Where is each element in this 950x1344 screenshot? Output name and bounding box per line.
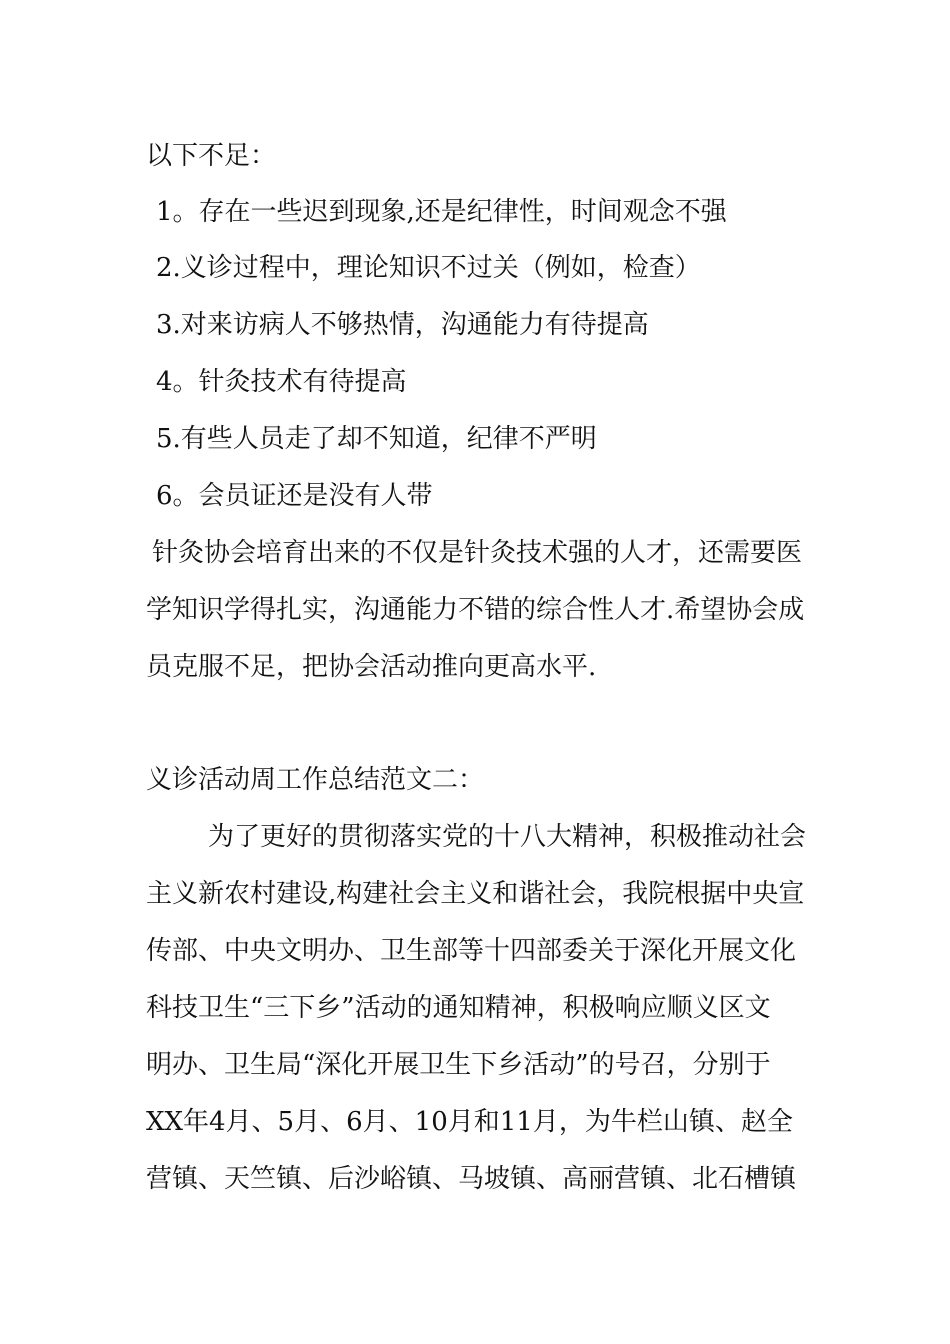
shortcoming-item-2: 2.义诊过程中，理论知识不过关（例如，检查）: [156, 253, 701, 283]
conclusion-paragraph-line-1: 针灸协会培育出来的不仅是针灸技术强的人才，还需要医: [152, 538, 803, 568]
body-paragraph-line-2: 主义新农村建设,构建社会主义和谐社会，我院根据中央宣: [146, 879, 805, 909]
body-paragraph-line-7: 营镇、天竺镇、后沙峪镇、马坡镇、高丽营镇、北石槽镇: [146, 1164, 797, 1194]
shortcoming-item-3: 3.对来访病人不够热情，沟通能力有待提高: [156, 310, 649, 340]
body-paragraph-line-1: 为了更好的贯彻落实党的十八大精神，积极推动社会: [208, 822, 807, 852]
body-paragraph-line-3: 传部、中央文明办、卫生部等十四部委关于深化开展文化: [146, 936, 797, 966]
shortcoming-item-5: 5.有些人员走了却不知道，纪律不严明: [156, 424, 597, 454]
shortcoming-item-1: 1。存在一些迟到现象,还是纪律性，时间观念不强: [156, 197, 727, 227]
body-paragraph-line-4: 科技卫生“三下乡”活动的通知精神，积极响应顺义区文: [146, 993, 771, 1023]
body-paragraph-line-6: XX年4月、5月、6月、10月和11月，为牛栏山镇、赵全: [146, 1107, 793, 1137]
section-heading: 义诊活动周工作总结范文二：: [146, 765, 485, 795]
conclusion-paragraph-line-3: 员克服不足，把协会活动推向更高水平.: [146, 652, 597, 682]
body-paragraph-line-5: 明办、卫生局“深化开展卫生下乡活动”的号召，分别于: [146, 1050, 771, 1080]
shortcoming-item-6: 6。会员证还是没有人带: [156, 481, 433, 511]
shortcoming-item-4: 4。针灸技术有待提高: [156, 367, 407, 397]
conclusion-paragraph-line-2: 学知识学得扎实，沟通能力不错的综合性人才.希望协会成: [146, 595, 805, 625]
shortcomings-intro: 以下不足：: [146, 141, 277, 171]
